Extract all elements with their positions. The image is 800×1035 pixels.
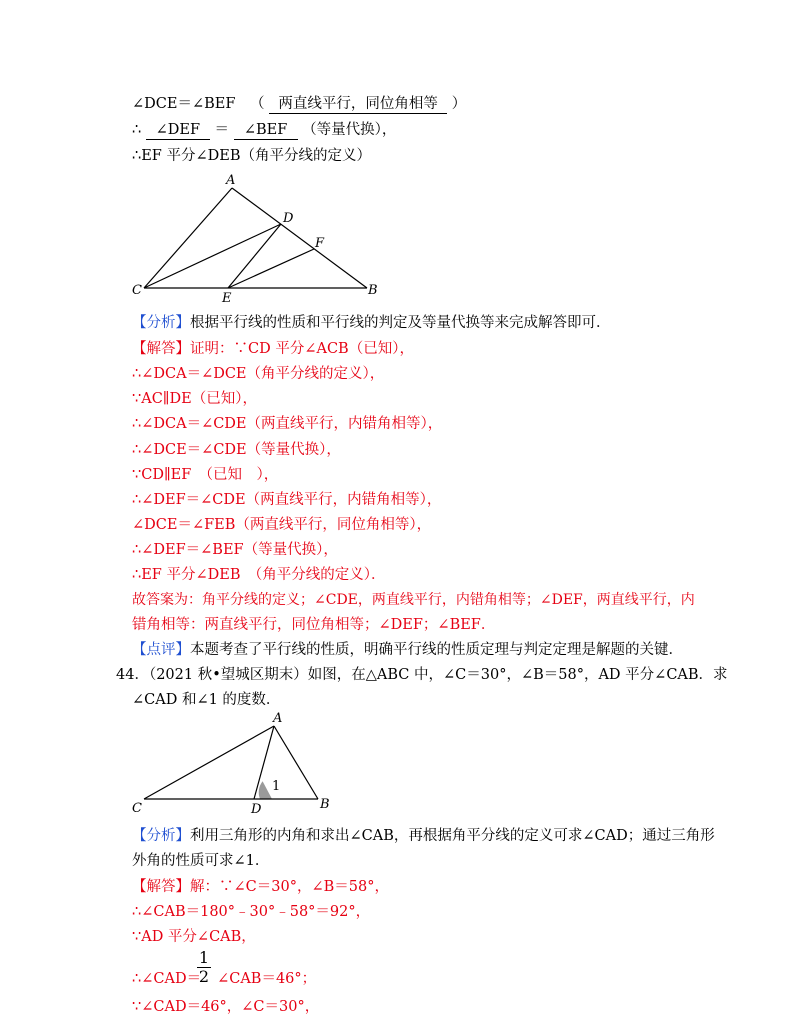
- q44-answer-line-2: ∴∠CAB＝180°﹣30°﹣58°＝92°，: [132, 904, 371, 920]
- q44-answer-line-3: ∵AD 平分∠CAB，: [132, 929, 256, 945]
- segment-ef: [228, 249, 314, 288]
- figure-1: [132, 172, 392, 307]
- q44-answer-line-4: [132, 969, 316, 989]
- final-answer-line-2: 错角相等：两直线平行，同位角相等；∠DEF；∠BEF．: [132, 617, 496, 633]
- question-44-line-1: [116, 665, 728, 685]
- question-number: 44．: [116, 667, 149, 683]
- cad-equals: ∴∠CAD＝: [132, 971, 202, 987]
- q44-answer-tag: 【解答】: [132, 879, 190, 895]
- fill-blank-1: 两直线平行，同位角相等: [269, 95, 447, 114]
- prev-line-2: [132, 120, 396, 140]
- label-d: D: [251, 802, 262, 817]
- q44-analysis-tag: 【分析】: [132, 828, 190, 844]
- answer-line-4: ∴∠DCA＝∠CDE（两直线平行，内错角相等），: [132, 416, 443, 432]
- paren-close: ）: [451, 96, 467, 112]
- figure-2: [132, 710, 342, 820]
- analysis-tag: 【分析】: [132, 315, 190, 331]
- comment-line: [132, 640, 683, 660]
- cad-result: ∠CAB＝46°；: [217, 971, 317, 987]
- fraction-denominator: 2: [198, 967, 210, 986]
- answer-line-6: ∵CD∥EF （已知 ），: [132, 467, 279, 483]
- prev-line-2-suffix: （等量代换），: [302, 122, 397, 138]
- question-44-line-2: ∠CAD 和∠1 的度数．: [132, 692, 281, 708]
- prev-line-1: [132, 94, 466, 114]
- therefore-symbol: ∴: [132, 122, 142, 138]
- segment-ab: [274, 726, 318, 799]
- q44-answer-line-1: [132, 877, 389, 897]
- answer-line-2: ∴∠DCA＝∠DCE（角平分线的定义），: [132, 366, 385, 382]
- prev-line-3: ∴EF 平分∠DEB（角平分线的定义）: [132, 148, 371, 164]
- q44-analysis-line-1: [132, 826, 715, 846]
- answer-tag: 【解答】: [132, 341, 190, 357]
- answer-line-9: ∴∠DEF＝∠BEF（等量代换），: [132, 542, 338, 558]
- label-c: C: [132, 283, 142, 298]
- segment-ca: [144, 726, 274, 799]
- segment-ca: [144, 188, 232, 288]
- analysis-line: [132, 313, 611, 333]
- label-angle-1: 1: [272, 779, 281, 794]
- paren-open: （: [250, 96, 265, 112]
- segment-cd: [144, 224, 281, 288]
- answer-line-10: ∴EF 平分∠DEB （角平分线的定义）．: [132, 567, 386, 583]
- label-f: F: [315, 236, 325, 251]
- analysis-text: 根据平行线的性质和平行线的判定及等量代换等来完成解答即可．: [190, 315, 611, 331]
- label-d: D: [283, 211, 294, 226]
- comment-text: 本题考查了平行线的性质，明确平行线的性质定理与判定定理是解题的关键．: [190, 642, 683, 658]
- label-b: B: [320, 797, 330, 812]
- answer-line-7: ∴∠DEF＝∠CDE（两直线平行，内错角相等），: [132, 492, 442, 508]
- comment-tag: 【点评】: [132, 642, 190, 658]
- label-a: A: [273, 711, 283, 726]
- q44-analysis-line-2: 外角的性质可求∠1．: [132, 853, 270, 869]
- answer-line-3: ∵AC∥DE（已知），: [132, 391, 257, 407]
- answer-line-8: ∠DCE＝∠FEB（两直线平行，同位角相等），: [132, 517, 432, 533]
- segment-ed: [228, 224, 281, 288]
- question-44-text: （2021 秋•望城区期末）如图，在△ABC 中，∠C＝30°，∠B＝58°，AD 平分∠CAB．求: [148, 667, 728, 683]
- answer-line-1: [132, 339, 414, 359]
- fill-blank-3: ∠BEF: [234, 121, 298, 140]
- equals-sign: ＝: [214, 122, 229, 138]
- label-a: A: [226, 173, 236, 188]
- q44-answer-line-5: ∵∠CAD＝46°，∠C＝30°，: [132, 999, 320, 1015]
- label-b: B: [368, 283, 378, 298]
- answer-text-0: 证明：∵CD 平分∠ACB（已知），: [190, 341, 414, 357]
- fraction-numerator: 1: [198, 948, 210, 967]
- prev-line-1-left: ∠DCE＝∠BEF: [132, 96, 236, 112]
- q44-answer-text: 解：∵∠C＝30°，∠B＝58°，: [190, 879, 389, 895]
- answer-line-5: ∴∠DCE＝∠CDE（等量代换），: [132, 442, 341, 458]
- fill-blank-2: ∠DEF: [146, 121, 210, 140]
- label-e: E: [222, 291, 232, 306]
- angle-1-arc: [259, 781, 272, 799]
- q44-analysis-text: 利用三角形的内角和求出∠CAB，再根据角平分线的定义可求∠CAD；通过三角形: [190, 828, 715, 844]
- label-c: C: [132, 801, 142, 816]
- final-answer-line-1: 故答案为：角平分线的定义；∠CDE，两直线平行，内错角相等；∠DEF，两直线平行，内: [132, 592, 695, 608]
